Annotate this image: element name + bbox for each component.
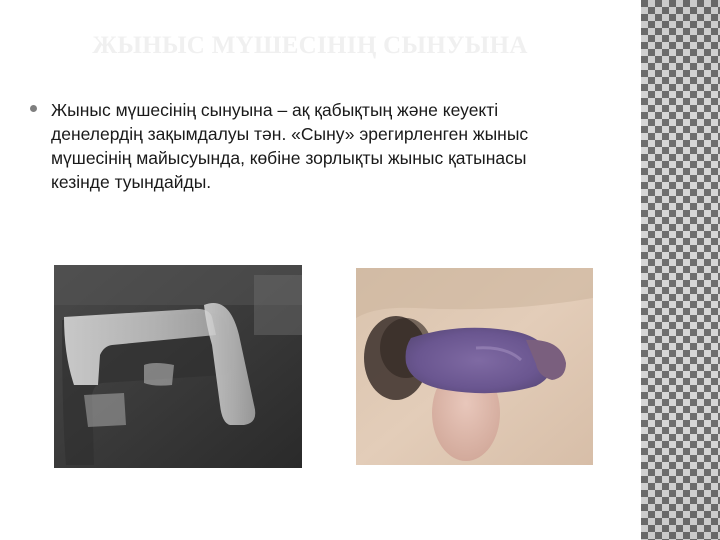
slide-title: ЖЫНЫС МҮШЕСІНІҢ СЫНУЫНА [92,32,528,59]
clinical-photo [356,268,593,465]
bullet-line: мүшесінің майысуында, көбіне зорлықты жыныс қатынасы [51,148,527,168]
bullet-item [30,98,590,194]
xray-image [54,265,302,468]
bullet-line: кезінде туындайды. [51,172,212,192]
bullet-dot [30,105,37,112]
bullet-line: Жыныс мүшесінің сынуына – ақ қабықтың және кеуекті [51,100,499,120]
bullet-text [51,98,528,194]
decorative-side-strip [641,0,720,540]
bullet-line: денелердің зақымдалуы тән. «Сыну» эрегирленген жыныс [51,124,529,144]
